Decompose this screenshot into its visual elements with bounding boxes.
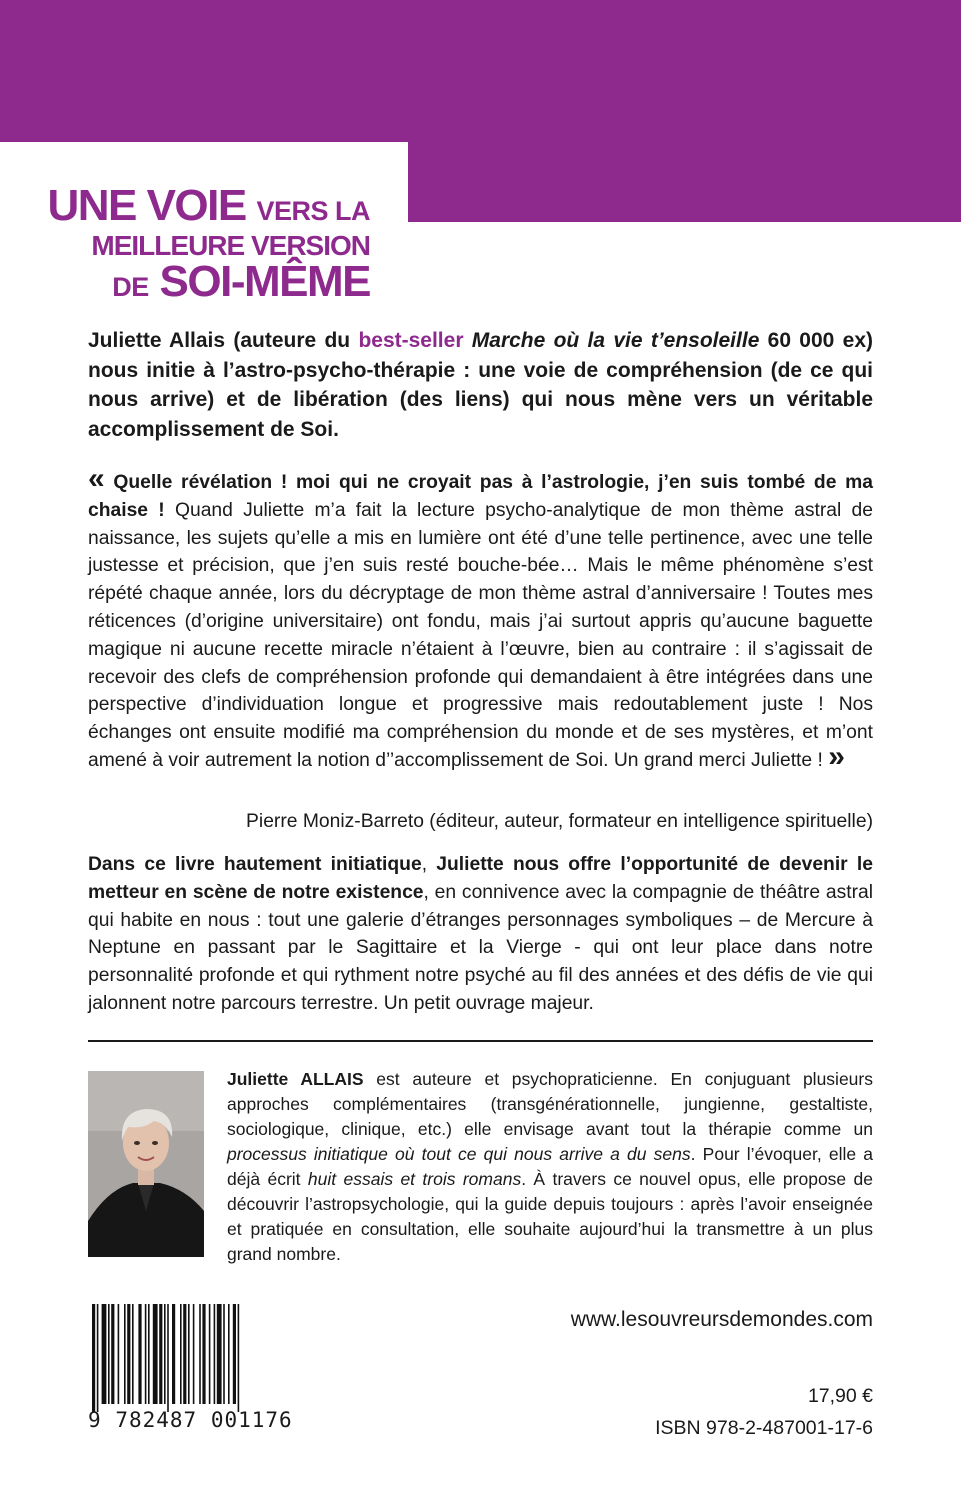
barcode-bar xyxy=(223,1304,225,1404)
publisher-website[interactable]: www.lesouvreursdemondes.com xyxy=(570,1308,873,1331)
barcode-bar xyxy=(238,1304,240,1412)
summary-bold1: Dans ce livre hautement initiatique xyxy=(88,854,422,875)
barcode-bar xyxy=(233,1304,236,1404)
title-line3-small: DE xyxy=(112,272,149,302)
barcode-bar xyxy=(92,1304,95,1412)
title-line1-big: UNE VOIE xyxy=(47,181,246,230)
bio-italic2: huit essais et trois romans xyxy=(307,1169,522,1189)
intro-part1: Juliette Allais (auteure du xyxy=(88,329,359,352)
barcode-bar xyxy=(172,1304,175,1404)
author-bio xyxy=(227,1067,873,1267)
barcode-bar xyxy=(153,1304,158,1404)
barcode-digit-first: 9 xyxy=(88,1408,102,1432)
barcode-bar xyxy=(202,1304,205,1404)
barcode-bar xyxy=(118,1304,120,1404)
isbn-barcode xyxy=(88,1304,293,1412)
author-name: Juliette ALLAIS xyxy=(227,1069,364,1089)
barcode-bar xyxy=(183,1304,186,1404)
price-label: 17,90 € xyxy=(807,1385,873,1407)
barcode-bar xyxy=(132,1304,134,1404)
barcode-bar xyxy=(214,1304,216,1404)
barcode-digits-right: 001176 xyxy=(210,1408,293,1432)
barcode-bar xyxy=(102,1304,107,1404)
title-line2: MEILLEURE VERSION xyxy=(91,230,370,261)
barcode-bar xyxy=(127,1304,130,1404)
barcode-digits xyxy=(88,1408,298,1432)
testimonial-lead: Quelle révélation ! moi qui ne croyait pas à l’astrologie, j’en suis tombé de ma chaise ! xyxy=(88,472,873,521)
author-photo xyxy=(88,1071,204,1257)
barcode-digits-left: 782487 xyxy=(115,1408,198,1432)
bio-part2: . Pour l’évoquer, elle a déjà écrit xyxy=(227,1144,873,1189)
barcode-bar xyxy=(145,1304,147,1404)
barcode-bar xyxy=(124,1304,126,1404)
bio-part3: . À travers ce nouvel opus, elle propose de découvrir l’astropsychologie, qui la guide depuis toujours : après l’avoir enseignée et pratiquée en consultation, elle souhaite aujourd’hui la transmettre à un plus grand nombre. xyxy=(227,1169,873,1264)
barcode-bar xyxy=(97,1304,99,1412)
barcode-bar xyxy=(164,1304,166,1404)
cover-title xyxy=(47,181,370,308)
barcode-bar xyxy=(199,1304,201,1404)
intro-paragraph xyxy=(88,326,873,444)
section-divider xyxy=(88,1040,873,1042)
summary-bold2: Juliette nous offre l’opportunité de devenir le metteur en scène de notre existence xyxy=(88,854,873,903)
top-color-band xyxy=(0,0,961,142)
barcode-bar xyxy=(188,1304,190,1404)
isbn-label: ISBN 978-2-487001-17-6 xyxy=(655,1417,873,1439)
barcode-bar xyxy=(148,1304,150,1404)
close-quote-mark: » xyxy=(828,739,845,773)
bio-italic1: processus initiatique où tout ce qui nous arrive a du sens xyxy=(227,1144,691,1164)
intro-part2: 60 000 ex) nous initie à l’astro-psycho-thérapie : une voie de compréhension (de ce qui nous arrive) et de libération (des liens) qui nous mène vers un véritable accomplissement de Soi. xyxy=(88,329,873,441)
summary-paragraph xyxy=(88,851,873,1018)
book-title: Marche où la vie t’ensoleille xyxy=(463,329,760,352)
barcode-bar xyxy=(159,1304,162,1404)
testimonial-body: Quand Juliette m’a fait la lecture psycho-analytique de mon thème astral de naissance, les sujets qu’elle a mis en lumière ont été d’une telle pertinence, avec une telle justesse et précision, que j’en suis resté bouche-bée… Mais le même phénomène s’est répété chaque année, lors du décryptage de mon thème astral d’anniversaire ! Toutes mes réticences (d’origine universitaire) ont fondu, mais j’ai surtout appris qu’aucune baguette magique ni aucune recette miracle n’étaient à l’œuvre, bien au contraire : il s’agissait de recevoir des clefs de compréhension profonde qui demandaient à être intégrées dans une perspective d’individuation longue et progressive mais redoutablement juste ! Nos échanges ont ensuite modifié ma compréhension du monde et de ses mystères, et m’ont amené à voir autrement la notion d’’accomplissement de Soi. Un grand merci Juliette ! xyxy=(88,499,873,771)
author-portrait-image xyxy=(88,1071,204,1257)
barcode-bar xyxy=(209,1304,211,1404)
title-line1-small: VERS LA xyxy=(256,196,370,226)
summary-sep: , xyxy=(421,854,437,875)
testimonial-attribution: Pierre Moniz-Barreto (éditeur, auteur, formateur en intelligence spirituelle) xyxy=(246,811,873,832)
open-quote-mark: « xyxy=(88,462,105,495)
testimonial-quote xyxy=(88,462,873,775)
bio-part1: est auteure et psychopraticienne. En conjuguant plusieurs approches complémentaires (transgénérationnelle, jungienne, gestaltiste, sociologique, clinique, etc.) elle envisage avant tout la thérapie comme un xyxy=(227,1069,873,1139)
summary-rest: , en connivence avec la compagnie de théâtre astral qui habite en nous : tout une galerie d’étranges personnages symboliques – de Mercure à Neptune en passant par le Sagittaire et la Vierge - qui ont leur place dans notre personnalité profonde et qui rythment notre psyché au fil des années et des défis de vie qui jalonnent notre parcours terrestre. Un petit ouvrage majeur. xyxy=(88,881,873,1014)
barcode-bar xyxy=(193,1304,195,1404)
barcode-bar xyxy=(167,1304,169,1412)
bestseller-label: best-seller xyxy=(358,329,464,352)
barcode-bar xyxy=(217,1304,222,1404)
barcode-bar xyxy=(228,1304,230,1404)
title-color-band xyxy=(408,142,961,222)
barcode-bar xyxy=(111,1304,114,1404)
barcode-bar xyxy=(108,1304,110,1404)
title-line3-big: SOI-MÊME xyxy=(159,257,370,306)
barcode-bar xyxy=(138,1304,141,1404)
barcode-bar xyxy=(180,1304,182,1404)
